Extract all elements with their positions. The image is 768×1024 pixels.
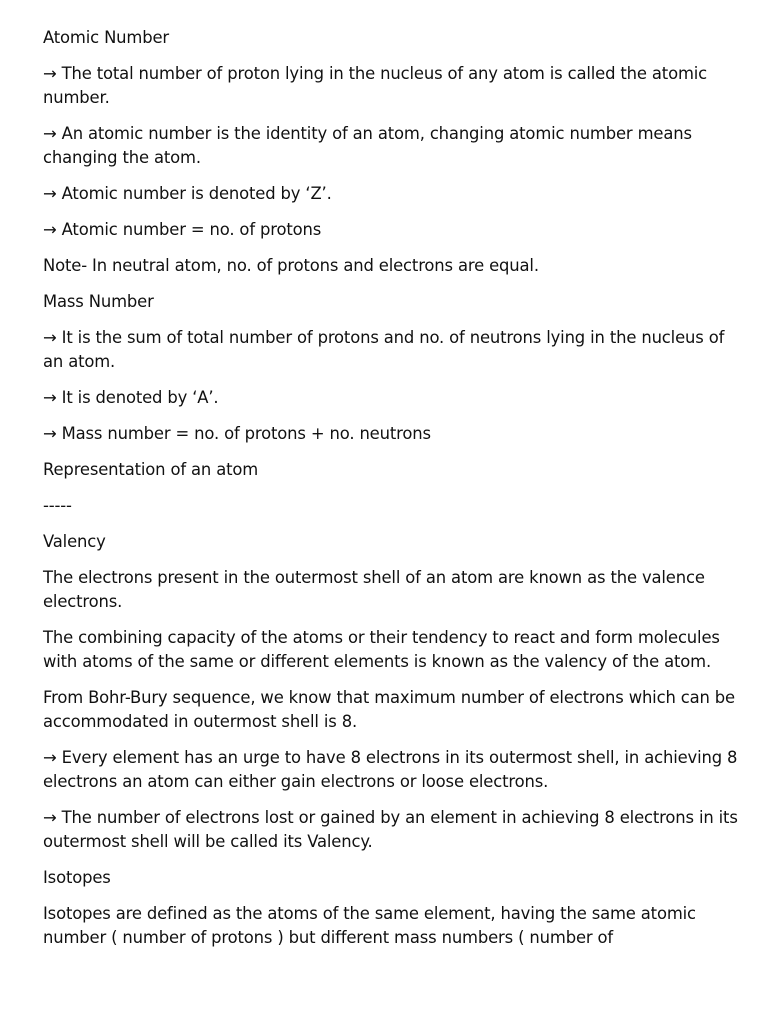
atomic-number-symbol: → Atomic number is denoted by ‘Z’.	[43, 184, 332, 203]
neutral-atom-note: Note- In neutral atom, no. of protons and electrons are equal.	[43, 256, 539, 275]
atomic-number-formula: → Atomic number = no. of protons	[43, 220, 322, 239]
atomic-number-identity: → An atomic number is the identity of an atom, changing atomic number means changing the atom.	[43, 124, 692, 167]
separator-dashes: -----	[43, 496, 72, 515]
octet-urge: → Every element has an urge to have 8 electrons in its outermost shell, in achieving 8 electrons an atom can either gain electrons or loose electrons.	[43, 748, 738, 791]
heading-representation: Representation of an atom	[43, 460, 259, 479]
atomic-number-definition: → The total number of proton lying in the nucleus of any atom is called the atomic number.	[43, 64, 708, 107]
bohr-bury-sequence: From Bohr-Bury sequence, we know that maximum number of electrons which can be accommodated in outermost shell is 8.	[43, 688, 735, 731]
heading-atomic-number: Atomic Number	[43, 28, 170, 47]
heading-valency: Valency	[43, 532, 106, 551]
valence-electrons-definition: The electrons present in the outermost shell of an atom are known as the valence electrons.	[43, 568, 705, 611]
heading-mass-number: Mass Number	[43, 292, 154, 311]
mass-number-formula: → Mass number = no. of protons + no. neutrons	[43, 424, 431, 443]
valency-definition: The combining capacity of the atoms or their tendency to react and form molecules with atoms of the same or different elements is known as the valency of the atom.	[43, 628, 720, 671]
heading-isotopes: Isotopes	[43, 868, 111, 887]
valency-electrons-lost-gained: → The number of electrons lost or gained by an element in achieving 8 electrons in its outermost shell will be called its Valency.	[43, 808, 738, 851]
mass-number-symbol: → It is denoted by ‘A’.	[43, 388, 219, 407]
isotopes-definition: Isotopes are defined as the atoms of the same element, having the same atomic number ( number of protons ) but different mass numbers ( number of	[43, 904, 696, 947]
mass-number-definition: → It is the sum of total number of protons and no. of neutrons lying in the nucleus of an atom.	[43, 328, 725, 371]
